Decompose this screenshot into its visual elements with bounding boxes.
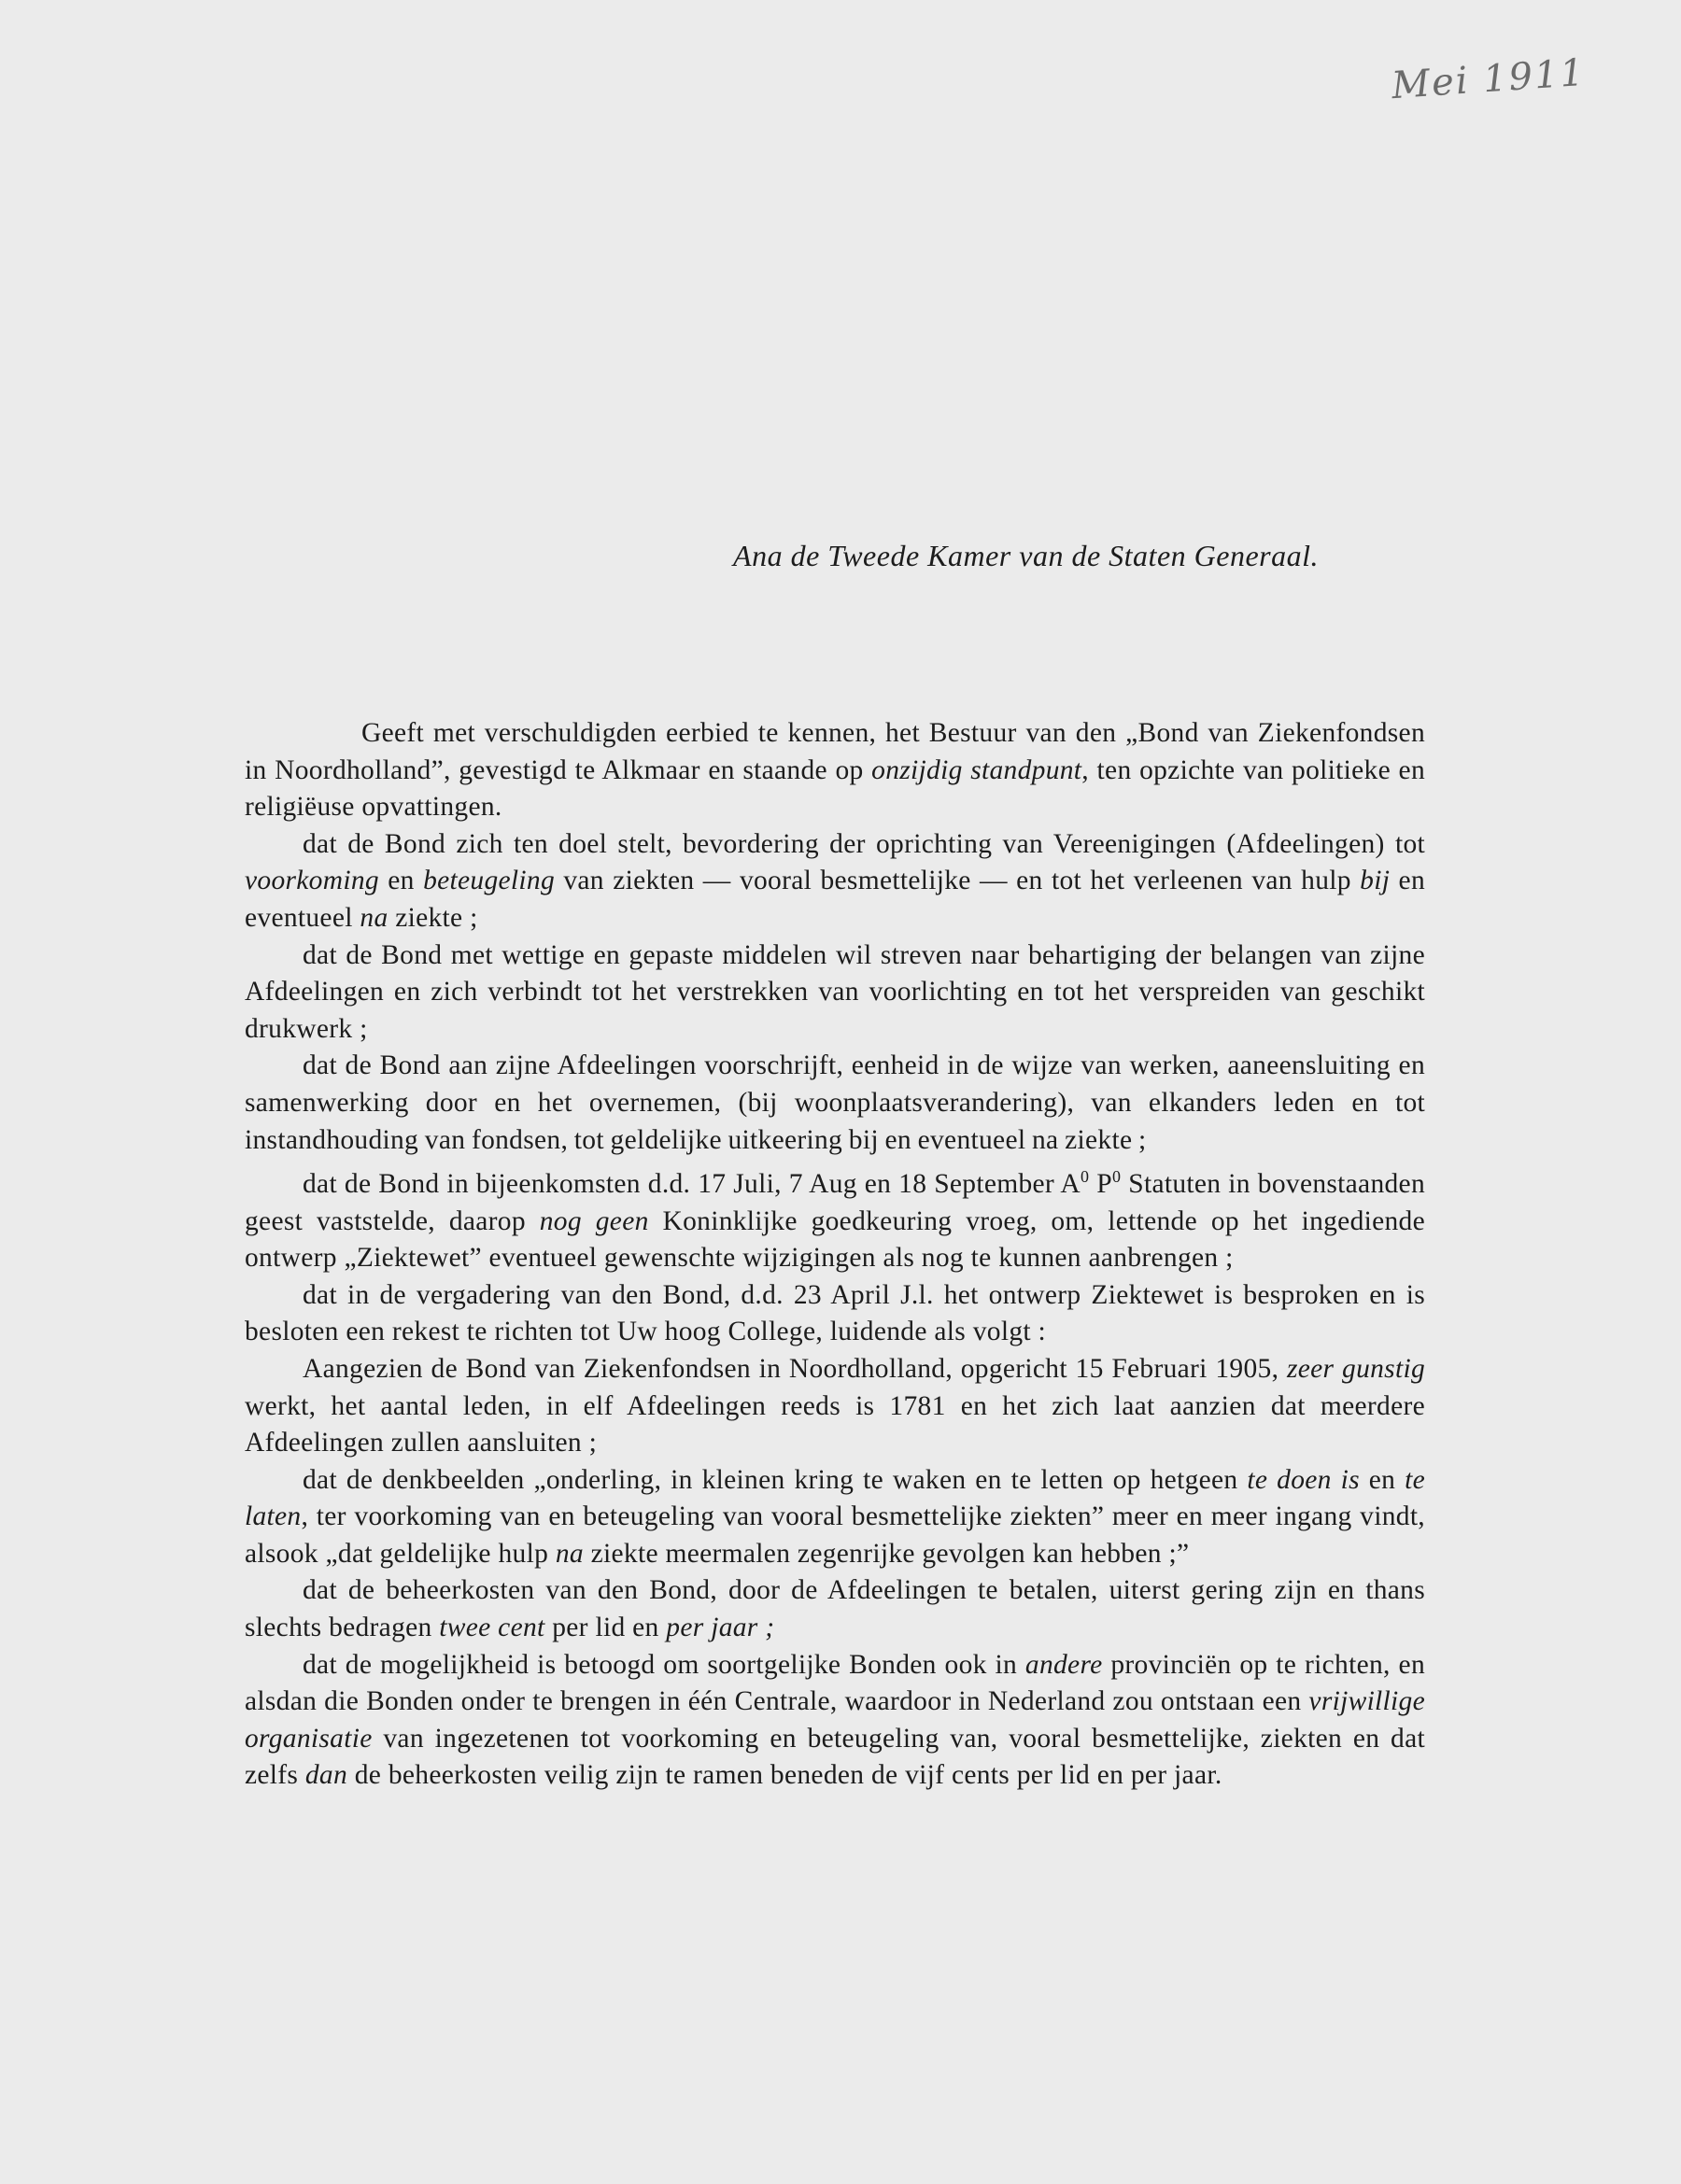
text-run: dat in de vergadering van den Bond, d.d. 23 April J.l. het ontwerp Ziektewet is besproken en is besloten een rekest te richten tot Uw hoog College, luidende als volgt : — [245, 1279, 1425, 1347]
italic-text: beteugeling — [423, 866, 555, 896]
text-run: P — [1089, 1168, 1112, 1199]
paragraph-9 — [245, 1572, 1425, 1646]
text-run: , ten opzichte van politieke en religiëuse opvattingen. — [245, 754, 1426, 823]
handwritten-date-note: Mei 1911 — [1390, 50, 1588, 108]
paragraph-5 — [245, 1159, 1425, 1277]
superscript-text: 0 — [1081, 1167, 1090, 1187]
petition-body — [245, 715, 1425, 1795]
text-run: werkt, het aantal leden, in elf Afdeelingen reeds is 1781 en het zich laat aanzien dat meerdere Afdeelingen zullen aansluiten ; — [245, 1390, 1425, 1458]
italic-text: te doen is — [1247, 1464, 1360, 1495]
italic-text: zeer gunstig — [1286, 1353, 1425, 1384]
text-run: Statuten in bovenstaanden geest vaststelde, daarop — [245, 1168, 1425, 1236]
italic-text: te laten — [245, 1464, 1426, 1532]
text-run: en — [1359, 1464, 1406, 1495]
paragraph-8 — [245, 1462, 1425, 1573]
italic-text: vrijwillige organisatie — [245, 1686, 1425, 1754]
italic-text: andere — [1024, 1649, 1103, 1680]
paragraph-4 — [245, 1048, 1425, 1159]
italic-text: na — [555, 1538, 584, 1569]
italic-text: twee cent — [439, 1613, 545, 1643]
italic-text: voorkoming — [245, 866, 379, 896]
text-run: Geeft met verschuldigden eerbied te kennen, het Bestuur van den „Bond van Ziekenfondsen in Noordholland”, gevestigd te Alkmaar en staande op — [245, 718, 1425, 785]
text-run: van ingezetenen tot voorkoming en beteugeling van, vooral besmettelijke, ziekten en dat zelfs — [245, 1723, 1425, 1791]
paragraph-6 — [245, 1277, 1425, 1351]
text-run: de beheerkosten veilig zijn te ramen beneden de vijf cents per lid en per jaar. — [347, 1760, 1222, 1791]
italic-text: dan — [304, 1760, 348, 1791]
text-run: van ziekten — vooral besmettelijke — en tot het verleenen van hulp — [555, 866, 1361, 896]
text-run: Aangezien de Bond van Ziekenfondsen in Noordholland, opgericht 15 Februari 1905, — [303, 1353, 1287, 1384]
paragraph-3 — [245, 937, 1425, 1049]
superscript-text: 0 — [1111, 1167, 1122, 1187]
text-run: provinciën op te richten, en alsdan die Bonden onder te brengen in één Centrale, waardoor in Nederland zou ontstaan een — [245, 1649, 1425, 1717]
italic-text: per jaar ; — [666, 1613, 775, 1643]
text-run: dat de mogelijkheid is betoogd om soortgelijke Bonden ook in — [303, 1649, 1025, 1680]
paragraph-7 — [245, 1351, 1425, 1462]
text-run: per lid en — [544, 1613, 667, 1643]
text-run: en — [378, 866, 424, 896]
text-run: dat de Bond in bijeenkomsten d.d. 17 Juli, 7 Aug en 18 September A — [303, 1168, 1081, 1199]
text-run: ziekte ; — [388, 902, 478, 933]
italic-text: na — [360, 902, 388, 933]
text-run: dat de Bond zich ten doel stelt, bevordering der oprichting van Vereenigingen (Afdeelingen) tot — [303, 828, 1425, 859]
addressee-line: Ana de Tweede Kamer van de Staten Generaal. — [733, 539, 1319, 572]
text-run: dat de Bond met wettige en gepaste middelen wil streven naar behartiging der belangen van zijne Afdeelingen en zich verbindt tot het verstrekken van voorlichting en tot het verspreiden van geschikt drukwerk ; — [245, 939, 1425, 1044]
paragraph-10 — [245, 1647, 1425, 1795]
italic-text: nog geen — [539, 1205, 649, 1236]
text-run: dat de denkbeelden „onderling, in kleinen kring te waken en te letten op hetgeen — [303, 1464, 1248, 1495]
paragraph-1 — [245, 715, 1425, 826]
text-run: ziekte meermalen zegenrijke gevolgen kan hebben ;” — [583, 1538, 1190, 1569]
paragraph-2 — [245, 826, 1425, 937]
text-run: dat de Bond aan zijne Afdeelingen voorschrijft, eenheid in de wijze van werken, aaneensluiting en samenwerking door en het overnemen, (bij woonplaatsverandering), van elkanders leden en tot instandhouding van fondsen, tot geldelijke uitkeering bij en eventueel na ziekte ; — [245, 1050, 1425, 1155]
text-run: en eventueel — [245, 866, 1425, 933]
italic-text: bij — [1360, 866, 1391, 896]
italic-text: onzijdig standpunt — [871, 754, 1082, 785]
text-run: , ter voorkoming van en beteugeling van vooral besmettelijke ziekten” meer en meer ingang vindt, alsook „dat geldelijke hulp — [245, 1501, 1425, 1569]
text-run: dat de beheerkosten van den Bond, door de Afdeelingen te betalen, uiterst gering zijn en thans slechts bedragen — [245, 1575, 1425, 1643]
text-run: Koninklijke goedkeuring vroeg, om, lettende op het ingediende ontwerp „Ziektewet” eventueel gewenschte wijzigingen als nog te kunnen aanbrengen ; — [245, 1205, 1425, 1274]
